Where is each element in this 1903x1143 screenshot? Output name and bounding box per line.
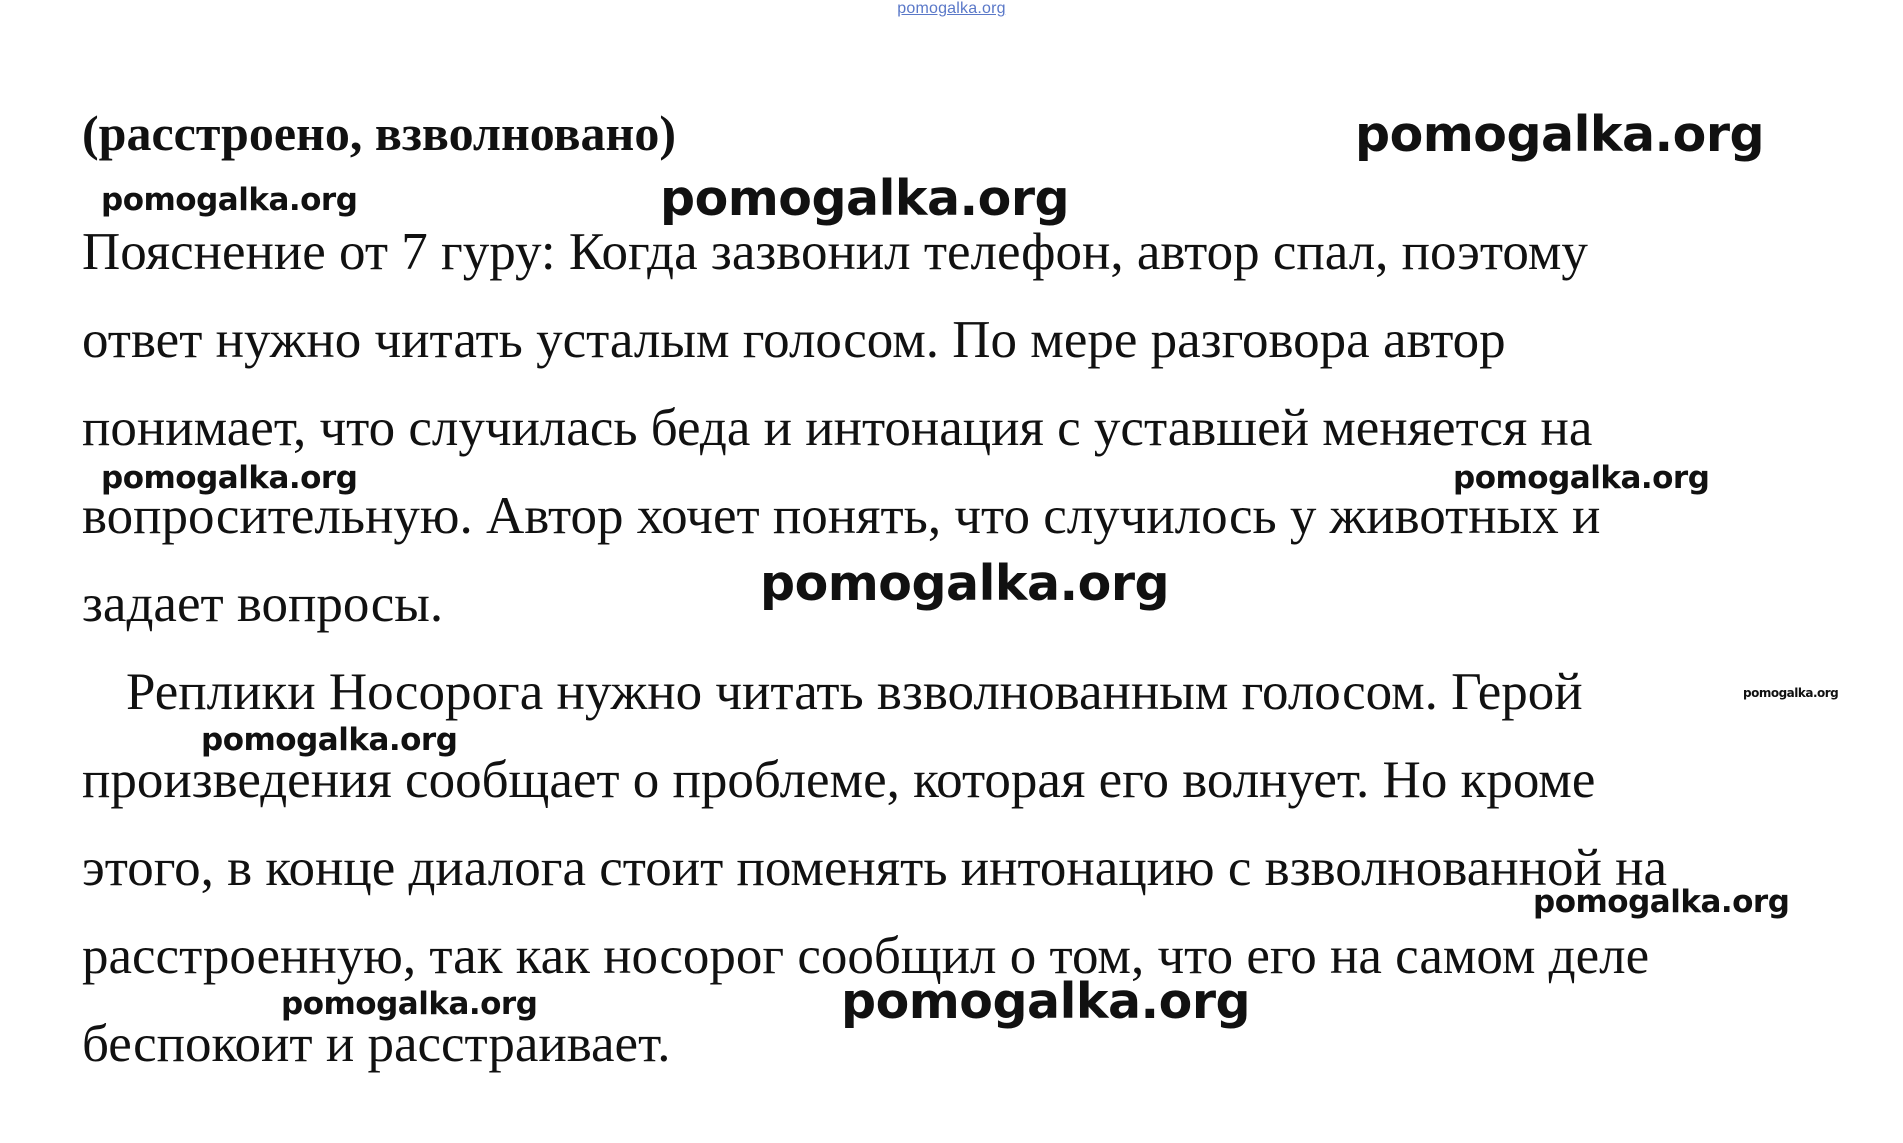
paragraph-2-line-5: беспокоит и расстраивает.: [82, 1015, 671, 1073]
watermark: pomogalka.org: [101, 182, 358, 218]
watermark: pomogalka.org: [760, 555, 1170, 612]
source-link[interactable]: pomogalka.org: [897, 0, 1006, 17]
paragraph-1-line-1: Пояснение от 7 гуру: Когда зазвонил телефон, автор спал, поэтому: [82, 223, 1588, 281]
watermark: pomogalka.org: [1743, 686, 1839, 700]
watermark: pomogalka.org: [660, 170, 1070, 227]
watermark: pomogalka.org: [1533, 884, 1790, 920]
watermark: pomogalka.org: [101, 460, 358, 496]
paragraph-2-line-3: этого, в конце диалога стоит поменять интонацию с взволнованной на: [82, 839, 1667, 897]
watermark: pomogalka.org: [841, 973, 1251, 1030]
paragraph-1-line-5: задает вопросы.: [82, 575, 444, 633]
paragraph-1-line-3: понимает, что случилась беда и интонация с уставшей меняется на: [82, 399, 1593, 457]
paragraph-2-line-2: произведения сообщает о проблеме, которая его волнует. Но кроме: [82, 751, 1596, 809]
paragraph-1-line-2: ответ нужно читать усталым голосом. По мере разговора автор: [82, 311, 1506, 369]
paragraph-1-line-4: вопросительную. Автор хочет понять, что случилось у животных и: [82, 487, 1601, 545]
page-heading: (расстроено, взволновано): [82, 105, 676, 161]
watermark: pomogalka.org: [1355, 106, 1765, 163]
watermark: pomogalka.org: [281, 986, 538, 1022]
paragraph-2-line-1: Реплики Носорога нужно читать взволнованным голосом. Герой: [126, 663, 1583, 721]
watermark: pomogalka.org: [1453, 460, 1710, 496]
watermark: pomogalka.org: [201, 722, 458, 758]
paragraph-2-line-4: расстроенную, так как носорог сообщил о том, что его на самом деле: [82, 927, 1650, 985]
